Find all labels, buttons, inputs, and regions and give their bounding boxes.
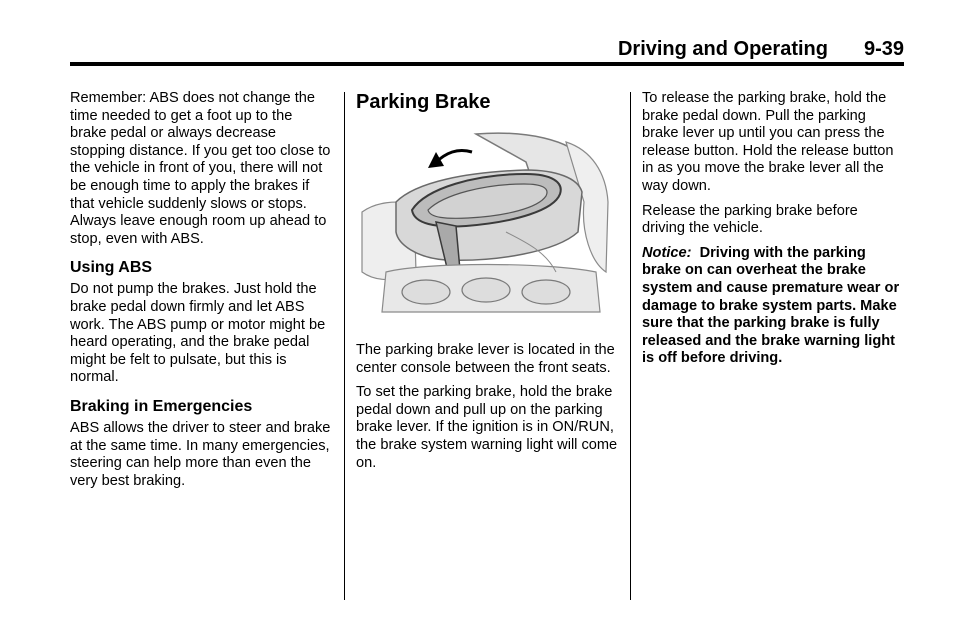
lever-location-paragraph: The parking brake lever is located in the center console between the front seats. (356, 342, 615, 376)
notice-paragraph (642, 245, 904, 368)
column-divider (344, 92, 345, 600)
notice-label: Notice: (642, 244, 692, 261)
parking-brake-heading: Parking Brake (356, 91, 491, 113)
braking-emergencies-paragraph: ABS allows the driver to steer and brake at the same time. In many emergencies, steering can help more than even the very best braking. (70, 419, 331, 489)
column-right (642, 90, 904, 375)
set-brake-paragraph: To set the parking brake, hold the brake pedal down and pull up on the parking brake lever. If the ignition is in ON/RUN, the brake system warning light will come on. (356, 384, 618, 471)
release-before-driving-paragraph: Release the parking brake before driving the vehicle. (642, 202, 858, 237)
parking-brake-illustration (356, 122, 618, 322)
abs-intro-paragraph: Remember: ABS does not change the time needed to get a foot up to the brake pedal or always decrease stopping distance. If you get too close to the vehicle in front of you, there will not be enough time to apply the brakes if that vehicle suddenly slows or stops. Always leave enough room up ahead to stop, even with ABS. (70, 90, 331, 247)
using-abs-paragraph: Do not pump the brakes. Just hold the brake pedal down firmly and let ABS work. The ABS pump or motor might be heard operating, and the brake pedal might be felt to pulsate, but this is normal. (70, 281, 326, 386)
using-abs-heading: Using ABS (70, 259, 153, 277)
column-divider (630, 92, 631, 600)
column-middle (356, 90, 622, 479)
notice-text: Driving with the parking brake on can overheat the brake system and cause premature wear or damage to brake system parts. Make sure that the parking brake is fully released and the brake warning light is off before driving. (642, 244, 900, 367)
header-rule (70, 62, 904, 66)
braking-emergencies-heading: Braking in Emergencies (70, 397, 253, 415)
section-title: Driving and Operating (617, 38, 828, 60)
page-number: 9-39 (863, 38, 904, 60)
column-left (70, 90, 332, 497)
release-brake-paragraph: To release the parking brake, hold the brake pedal down. Pull the parking brake lever up until you can press the release button. Hold the release button in as you move the brake lever all the way down. (642, 90, 894, 194)
page-header (70, 36, 904, 64)
